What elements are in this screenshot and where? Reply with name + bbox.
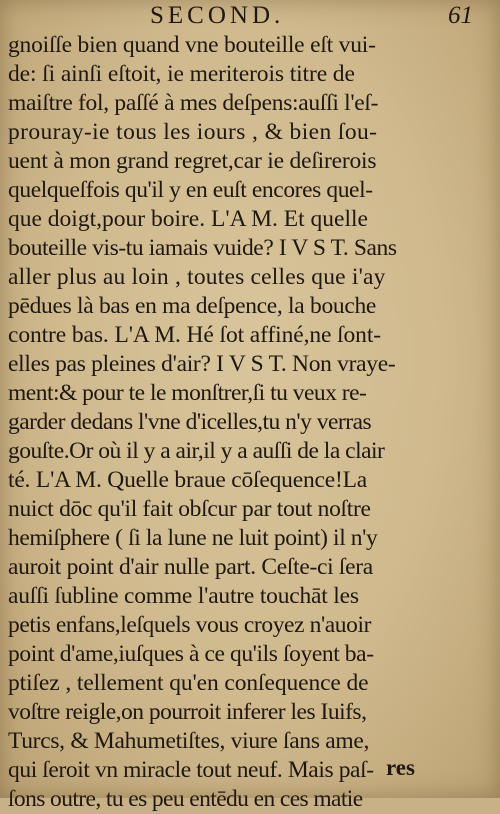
text-line: prouray-ie tous les iours , & bien ſou- [8,119,378,145]
text-line: elles pas pleines d'air? I V S T. Non vraye- [8,351,396,377]
running-head [0,2,500,32]
running-title: SECOND. [150,2,285,29]
text-line: bouteille vis-tu iamais vuide? I V S T. Sans [8,235,397,261]
text-line: uent à mon grand regret,car ie deſirerois [8,148,377,174]
text-line: aller plus au loin , toutes celles que i'ay [8,264,386,290]
text-line: hemiſphere ( ſi la lune ne luit point) il n'y [8,525,378,551]
text-line: auroit point d'air nulle part. Ceſte-ci ſera [8,554,373,580]
text-line: quelqueſfois qu'il y en euſt encores quel- [8,177,373,203]
text-line: ſons outre, tu es peu entēdu en ces matie [8,786,363,812]
text-line: de: ſi ainſi eſtoit, ie meriterois titre de [8,61,355,87]
text-line: qui ſeroit vn miracle tout neuf. Mais paſ- [8,757,374,783]
text-line: pēdues là bas en ma deſpence, la bouche [8,293,377,319]
text-line: ptiſez , tellement qu'en conſequence de [8,670,369,696]
text-line: gnoiſſe bien quand vne bouteille eſt vui- [8,32,376,58]
text-line: té. L'A M. Quelle braue cōſequence!La [8,467,367,493]
text-block [0,31,500,814]
text-line: que doigt,pour boire. L'A M. Et quelle [8,206,368,232]
text-line: point d'ame,iuſques à ce qu'ils ſoyent ba- [8,641,374,667]
text-line: petis enfans,leſquels vous croyez n'auoir [8,612,372,638]
text-line: contre bas. L'A M. Hé ſot affiné,ne ſont- [8,322,381,348]
text-line: Turcs, & Mahumetiſtes, viure ſans ame, [8,728,370,754]
text-line: gouſte.Or où il y a air,il y a auſſi de la clair [8,438,385,464]
catchword: res [386,755,415,780]
text-line: voſtre reigle,on pourroit inferer les Iuifs, [8,699,367,725]
text-line: maiſtre fol, paſſé à mes deſpens:auſſi l'eſ- [8,90,379,116]
text-line: ment:& pour te le monſtrer,ſi tu veux re- [8,380,367,406]
page-number: 61 [448,2,473,29]
text-line: garder dedans l'vne d'icelles,tu n'y verras [8,409,372,435]
text-line: auſſi ſubline comme l'autre touchāt les [8,583,359,609]
text-line: nuict dōc qu'il fait obſcur par tout noſtre [8,496,371,522]
